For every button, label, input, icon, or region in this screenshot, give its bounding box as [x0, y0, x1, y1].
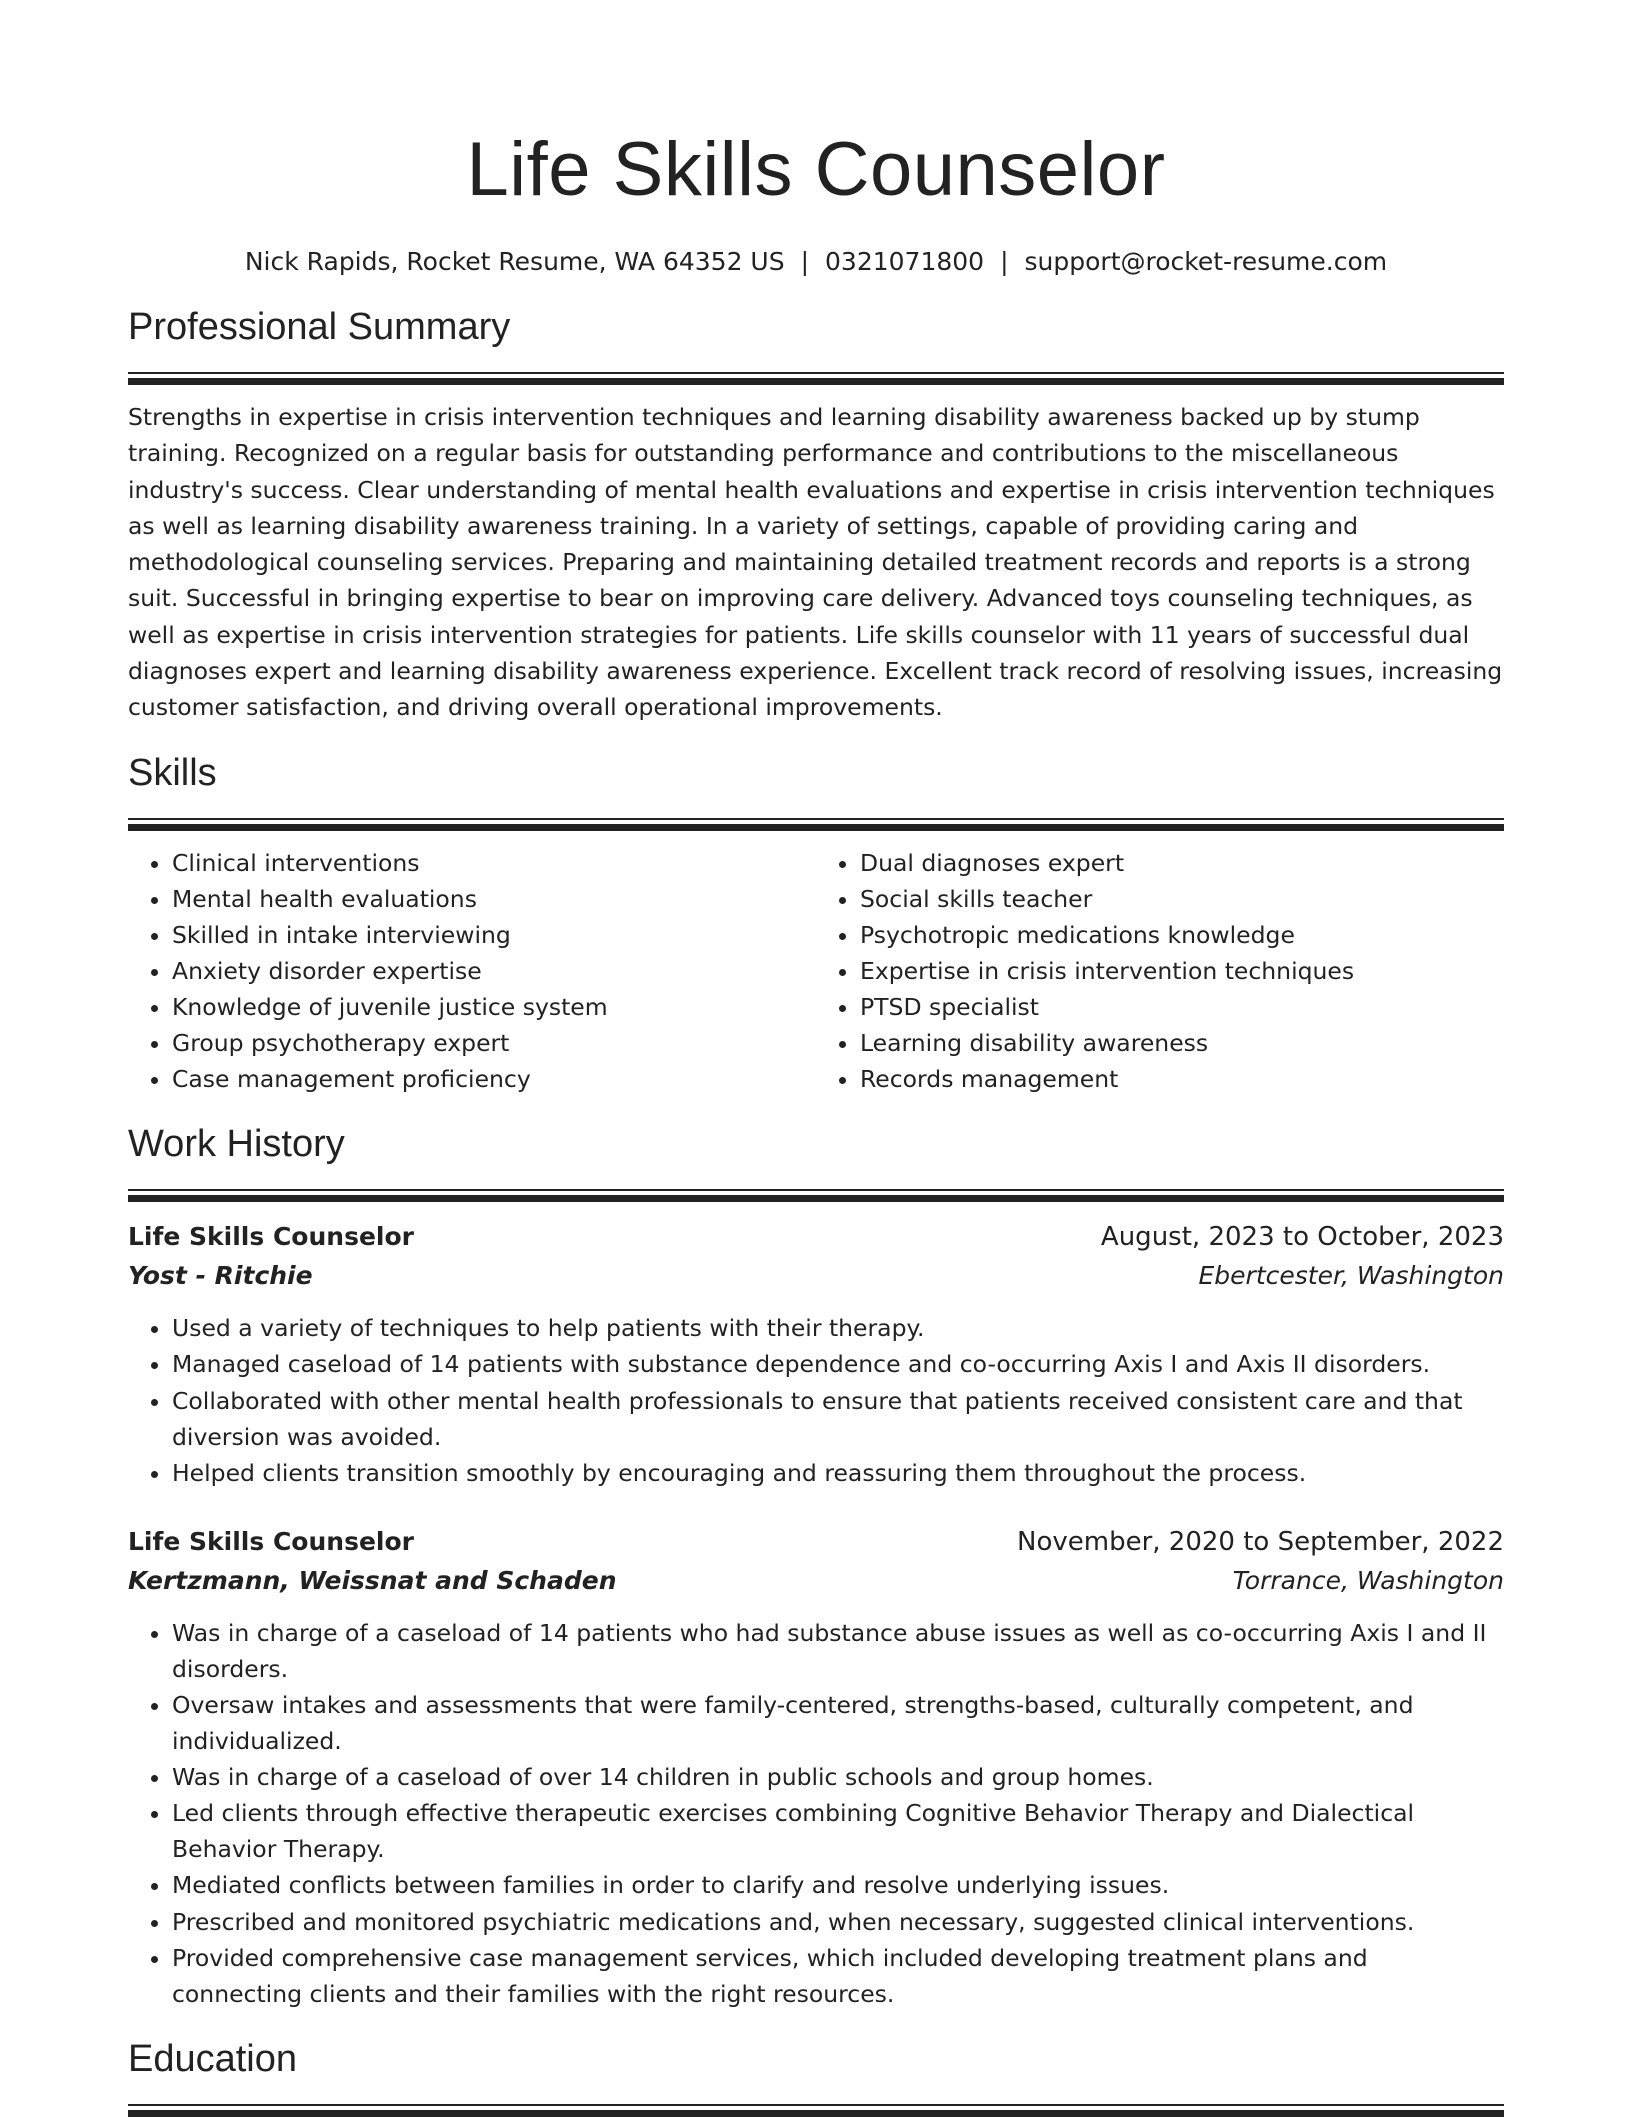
contact-separator: |	[800, 247, 810, 276]
job-bullets	[128, 1310, 1504, 1490]
work-heading: Work History	[128, 1123, 345, 1166]
job-bullets	[128, 1615, 1504, 2012]
job-bullet: • Was in charge of a caseload of over 14 children in public schools and group homes.	[172, 1759, 1504, 1795]
job-company: Kertzmann, Weissnat and Schaden	[128, 1565, 617, 1595]
job-entry	[128, 1523, 1504, 2012]
skills-list-right	[816, 845, 1504, 1098]
job-bullet: • Collaborated with other mental health professionals to ensure that patients received consistent care and that diversion was avoided.	[172, 1383, 1504, 1455]
job-bullet: • Used a variety of techniques to help patients with their therapy.	[172, 1310, 1504, 1346]
section-divider	[128, 818, 1504, 831]
job-header-row	[128, 1218, 1504, 1256]
resume-title: Life Skills Counselor	[466, 127, 1166, 212]
skill-item: • Expertise in crisis intervention techniques	[860, 953, 1504, 989]
contact-separator: |	[1000, 247, 1009, 276]
job-bullet: • Managed caseload of 14 patients with substance dependence and co-occurring Axis I and Axis II disorders.	[172, 1346, 1504, 1382]
job-dates: November, 2020 to September, 2022	[1017, 1526, 1504, 1557]
skill-item: • Dual diagnoses expert	[860, 845, 1504, 881]
job-company: Yost - Ritchie	[128, 1261, 313, 1291]
job-bullet: • Helped clients transition smoothly by encouraging and reassuring them throughout the process.	[172, 1455, 1504, 1491]
job-header-row	[128, 1523, 1504, 1561]
contact-email: support@rocket-resume.com	[1024, 247, 1388, 276]
job-location: Ebertcester, Washington	[1198, 1261, 1504, 1291]
job-bullet: • Led clients through effective therapeutic exercises combining Cognitive Behavior Therapy and Dialectical Behavior Therapy.	[172, 1795, 1504, 1867]
job-dates: August, 2023 to October, 2023	[1100, 1222, 1504, 1253]
job-title: Life Skills Counselor	[128, 1222, 414, 1252]
skill-item: • Group psychotherapy expert	[172, 1025, 816, 1061]
skill-item: • Records management	[860, 1061, 1504, 1097]
summary-section	[128, 302, 1504, 726]
skill-item: • Mental health evaluations	[172, 881, 816, 917]
section-divider	[128, 372, 1504, 385]
job-company-row	[128, 1256, 1504, 1296]
skills-section	[128, 748, 1504, 1098]
skills-columns	[128, 845, 1504, 1098]
skill-item: • Clinical interventions	[172, 845, 816, 881]
job-bullet: • Was in charge of a caseload of 14 patients who had substance abuse issues as well as co-occurring Axis I and II disorders.	[172, 1615, 1504, 1687]
skill-item: • Learning disability awareness	[860, 1025, 1504, 1061]
summary-heading: Professional Summary	[128, 306, 511, 348]
contact-line	[128, 244, 1504, 280]
section-divider	[128, 2104, 1504, 2117]
skill-item: • Case management proficiency	[172, 1061, 816, 1097]
job-bullet: • Mediated conflicts between families in order to clarify and resolve underlying issues.	[172, 1867, 1504, 1903]
skill-item: • Psychotropic medications knowledge	[860, 917, 1504, 953]
job-title: Life Skills Counselor	[128, 1526, 414, 1556]
job-bullet: • Oversaw intakes and assessments that were family-centered, strengths-based, culturally competent, and individualized.	[172, 1687, 1504, 1759]
contact-phone: 0321071800	[825, 247, 985, 276]
job-bullet: • Provided comprehensive case management services, which included developing treatment plans and connecting clients and their families with the right resources.	[172, 1940, 1504, 2012]
job-location: Torrance, Washington	[1232, 1565, 1504, 1595]
job-bullet: • Prescribed and monitored psychiatric medications and, when necessary, suggested clinical interventions.	[172, 1904, 1504, 1940]
summary-text: Strengths in expertise in crisis intervention techniques and learning disability awareness backed up by stump training. Recognized on a regular basis for outstanding performance and contributions to the miscellaneous industry's success. Clear understanding of mental health evaluations and expertise in crisis intervention techniques as well as learning disability awareness training. In a variety of settings, capable of providing caring and methodological counseling services. Preparing and maintaining detailed treatment records and reports is a strong suit. Successful in bringing expertise to bear on improving care delivery. Advanced toys counseling techniques, as well as expertise in crisis intervention strategies for patients. Life skills counselor with 11 years of successful dual diagnoses expert and learning disability awareness experience. Excellent track record of resolving issues, increasing customer satisfaction, and driving overall operational improvements.	[128, 403, 1503, 722]
skill-item: • Skilled in intake interviewing	[172, 917, 816, 953]
job-entry	[128, 1218, 1504, 1490]
section-divider	[128, 1189, 1504, 1202]
contact-address: Nick Rapids, Rocket Resume, WA 64352 US	[244, 247, 785, 276]
education-section	[128, 2034, 1504, 2117]
skill-item: • Social skills teacher	[860, 881, 1504, 917]
skill-item: • Knowledge of juvenile justice system	[172, 989, 816, 1025]
job-company-row	[128, 1561, 1504, 1601]
work-section	[128, 1119, 1504, 2012]
skills-heading: Skills	[128, 751, 217, 794]
skills-list-left	[128, 845, 816, 1098]
skill-item: • PTSD specialist	[860, 989, 1504, 1025]
skill-item: • Anxiety disorder expertise	[172, 953, 816, 989]
education-heading: Education	[128, 2037, 298, 2080]
resume-page	[128, 0, 1504, 2117]
